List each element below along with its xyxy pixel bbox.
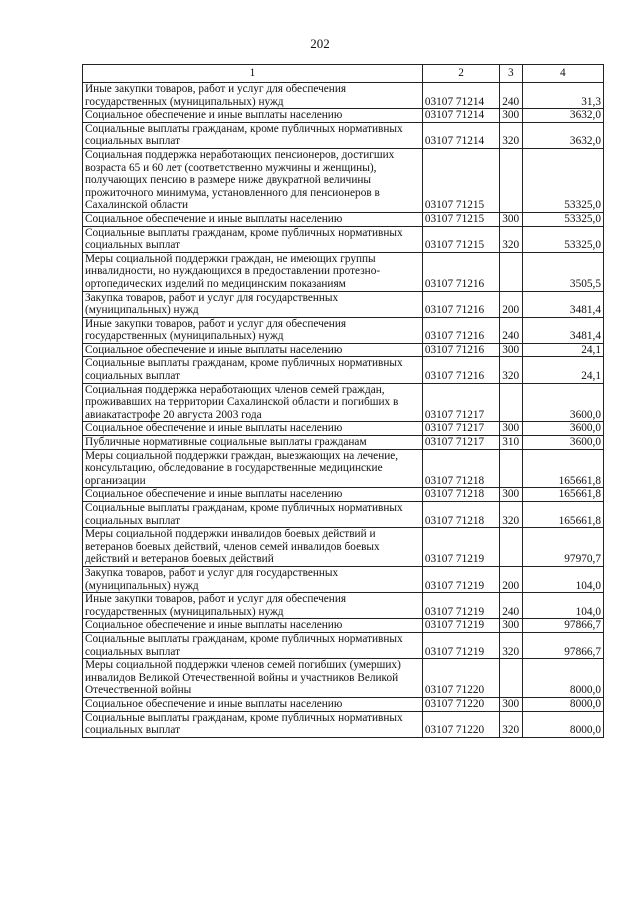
table-row [83,593,604,619]
row-code-cell: 03107 71219 [422,593,499,619]
table-row [83,502,604,528]
row-type-cell: 240 [500,593,522,619]
row-name-cell: Меры социальной поддержки граждан, выезжающих на лечение, консультацию, обследование в государственные медицинские организации [83,449,423,488]
table-row [83,659,604,698]
row-sum-cell: 97866,7 [522,619,603,633]
row-code-cell: 03107 71217 [422,436,499,450]
row-sum-cell: 104,0 [522,566,603,592]
row-code-cell: 03107 71219 [422,566,499,592]
table-row [83,422,604,436]
row-type-cell: 320 [500,122,522,148]
table-row [83,148,604,212]
row-sum-cell: 8000,0 [522,711,603,737]
row-type-cell: 200 [500,566,522,592]
row-code-cell: 03107 71220 [422,711,499,737]
row-type-cell [500,148,522,212]
row-name-cell: Социальное обеспечение и иные выплаты населению [83,697,423,711]
page-number: 202 [310,36,330,51]
row-code-cell: 03107 71218 [422,502,499,528]
row-type-cell: 320 [500,632,522,658]
row-sum-cell: 24,1 [522,343,603,357]
row-sum-cell: 3632,0 [522,122,603,148]
row-type-cell: 320 [500,357,522,383]
row-name-cell: Меры социальной поддержки граждан, не имеющих группы инвалидности, но нуждающихся в предоставлении протезно-ортопедических изделий по медицинским показаниям [83,252,423,291]
row-name-cell: Иные закупки товаров, работ и услуг для обеспечения государственных (муниципальных) нужд [83,317,423,343]
row-name-cell: Социальные выплаты гражданам, кроме публичных нормативных социальных выплат [83,632,423,658]
row-type-cell: 320 [500,502,522,528]
row-sum-cell: 53325,0 [522,148,603,212]
row-sum-cell: 97866,7 [522,632,603,658]
table-row [83,436,604,450]
row-type-cell: 300 [500,619,522,633]
row-code-cell: 03107 71218 [422,449,499,488]
header-col-1: 1 [83,65,423,83]
row-type-cell: 240 [500,83,522,109]
table-row [83,83,604,109]
row-code-cell: 03107 71216 [422,291,499,317]
row-sum-cell: 8000,0 [522,697,603,711]
header-col-2: 2 [422,65,499,83]
budget-table [82,64,604,738]
row-sum-cell: 31,3 [522,83,603,109]
row-code-cell: 03107 71219 [422,528,499,567]
row-type-cell: 300 [500,697,522,711]
row-name-cell: Социальное обеспечение и иные выплаты населению [83,619,423,633]
table-row [83,212,604,226]
row-code-cell: 03107 71220 [422,659,499,698]
row-type-cell: 300 [500,488,522,502]
row-code-cell: 03107 71218 [422,488,499,502]
row-code-cell: 03107 71217 [422,422,499,436]
row-type-cell: 300 [500,212,522,226]
row-code-cell: 03107 71214 [422,109,499,123]
row-name-cell: Социальное обеспечение и иные выплаты населению [83,212,423,226]
row-code-cell: 03107 71214 [422,122,499,148]
table-row [83,343,604,357]
table-row [83,566,604,592]
table-row [83,697,604,711]
row-name-cell: Публичные нормативные социальные выплаты гражданам [83,436,423,450]
header-col-4: 4 [522,65,603,83]
row-type-cell [500,659,522,698]
row-code-cell: 03107 71219 [422,632,499,658]
row-code-cell: 03107 71215 [422,226,499,252]
row-type-cell [500,528,522,567]
row-sum-cell: 3600,0 [522,436,603,450]
row-name-cell: Иные закупки товаров, работ и услуг для обеспечения государственных (муниципальных) нужд [83,593,423,619]
row-code-cell: 03107 71214 [422,83,499,109]
row-type-cell: 300 [500,109,522,123]
row-name-cell: Социальное обеспечение и иные выплаты населению [83,488,423,502]
row-name-cell: Социальная поддержка неработающих пенсионеров, достигших возраста 65 и 60 лет (соответственно мужчины и женщины), получающих пенсию в размере ниже двукратной величины прожиточного минимума, установленного для пенсионеров в Сахалинской области [83,148,423,212]
table-row [83,632,604,658]
row-sum-cell: 24,1 [522,357,603,383]
table-row [83,357,604,383]
table-row [83,122,604,148]
table-row [83,109,604,123]
row-type-cell [500,449,522,488]
table-row [83,619,604,633]
row-name-cell: Иные закупки товаров, работ и услуг для обеспечения государственных (муниципальных) нужд [83,83,423,109]
row-type-cell: 310 [500,436,522,450]
row-name-cell: Меры социальной поддержки инвалидов боевых действий и ветеранов боевых действий, членов семей инвалидов боевых действий и ветеранов боевых действий [83,528,423,567]
row-code-cell: 03107 71220 [422,697,499,711]
row-sum-cell: 97970,7 [522,528,603,567]
row-sum-cell: 3481,4 [522,317,603,343]
row-type-cell [500,252,522,291]
row-code-cell: 03107 71216 [422,252,499,291]
header-row [83,65,604,83]
row-name-cell: Социальные выплаты гражданам, кроме публичных нормативных социальных выплат [83,122,423,148]
row-sum-cell: 3505,5 [522,252,603,291]
row-code-cell: 03107 71216 [422,357,499,383]
row-type-cell: 200 [500,291,522,317]
table-row [83,449,604,488]
row-code-cell: 03107 71216 [422,343,499,357]
row-sum-cell: 3632,0 [522,109,603,123]
row-sum-cell: 104,0 [522,593,603,619]
row-type-cell: 320 [500,226,522,252]
row-sum-cell: 53325,0 [522,212,603,226]
table-row [83,528,604,567]
row-type-cell: 240 [500,317,522,343]
table-row [83,488,604,502]
header-col-3: 3 [500,65,522,83]
row-name-cell: Меры социальной поддержки членов семей погибших (умерших) инвалидов Великой Отечественной войны и участников Великой Отечественной войны [83,659,423,698]
table-row [83,252,604,291]
row-sum-cell: 8000,0 [522,659,603,698]
row-type-cell: 300 [500,422,522,436]
row-sum-cell: 3600,0 [522,422,603,436]
table-body [83,83,604,738]
row-code-cell: 03107 71219 [422,619,499,633]
row-sum-cell: 3481,4 [522,291,603,317]
table-row [83,226,604,252]
row-sum-cell: 3600,0 [522,383,603,422]
row-sum-cell: 165661,8 [522,449,603,488]
row-name-cell: Закупка товаров, работ и услуг для государственных (муниципальных) нужд [83,291,423,317]
table-row [83,383,604,422]
row-sum-cell: 165661,8 [522,502,603,528]
row-name-cell: Социальное обеспечение и иные выплаты населению [83,422,423,436]
row-type-cell: 320 [500,711,522,737]
row-name-cell: Закупка товаров, работ и услуг для государственных (муниципальных) нужд [83,566,423,592]
row-code-cell: 03107 71215 [422,212,499,226]
row-name-cell: Социальное обеспечение и иные выплаты населению [83,109,423,123]
row-name-cell: Социальные выплаты гражданам, кроме публичных нормативных социальных выплат [83,226,423,252]
row-code-cell: 03107 71215 [422,148,499,212]
table-row [83,711,604,737]
row-sum-cell: 53325,0 [522,226,603,252]
row-type-cell: 300 [500,343,522,357]
row-code-cell: 03107 71216 [422,317,499,343]
row-sum-cell: 165661,8 [522,488,603,502]
row-name-cell: Социальное обеспечение и иные выплаты населению [83,343,423,357]
table-row [83,317,604,343]
table-row [83,291,604,317]
row-name-cell: Социальные выплаты гражданам, кроме публичных нормативных социальных выплат [83,357,423,383]
row-name-cell: Социальная поддержка неработающих членов семей граждан, проживавших на территории Сахалинской области и погибших в авиакатастрофе 20 августа 2003 года [83,383,423,422]
row-name-cell: Социальные выплаты гражданам, кроме публичных нормативных социальных выплат [83,502,423,528]
row-type-cell [500,383,522,422]
row-code-cell: 03107 71217 [422,383,499,422]
row-name-cell: Социальные выплаты гражданам, кроме публичных нормативных социальных выплат [83,711,423,737]
